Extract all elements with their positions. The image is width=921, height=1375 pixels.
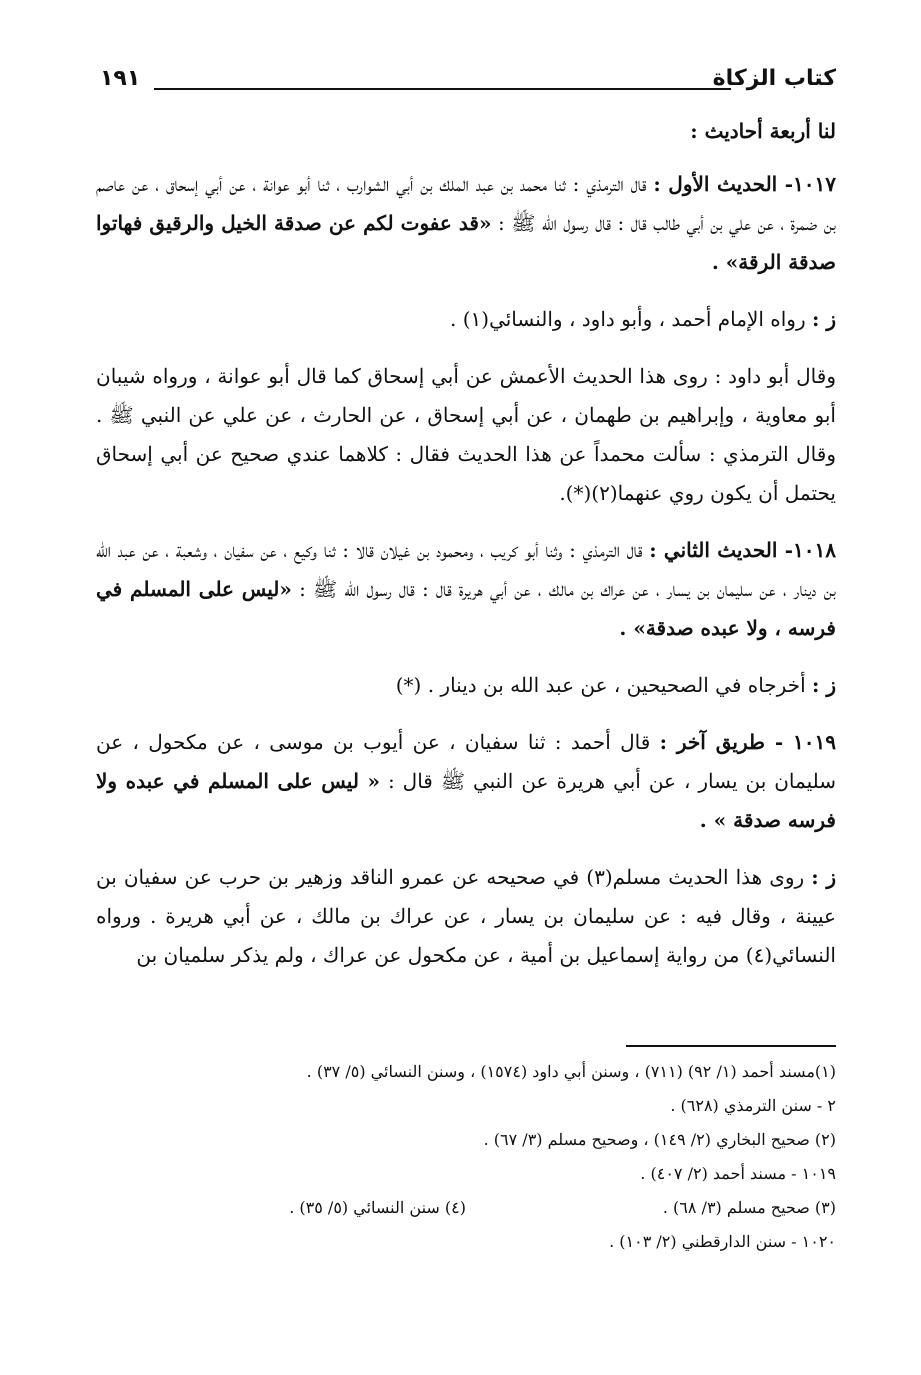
page-header: [96, 60, 836, 100]
note-paragraph: [96, 300, 836, 339]
footnotes: [96, 1045, 836, 1259]
paragraph-text: رواه الإمام أحمد ، وأبو داود ، والنسائي(١) .: [449, 307, 812, 331]
footnote: ١٠٢٠ - سنن الدارقطني (٢/ ١٠٣) .: [609, 1232, 836, 1251]
hadith-paragraph: [96, 165, 836, 282]
book-page: [96, 60, 836, 1360]
commentary-paragraph: [96, 357, 836, 513]
footnote: (٤) سنن النسائي (٥/ ٣٥) .: [289, 1198, 466, 1217]
paragraph-lead: ١٠١٨- الحديث الثاني :: [649, 538, 837, 562]
paragraph-lead: ز :: [811, 307, 836, 331]
footnote: ٢ - سنن الترمذي (٦٢٨) .: [670, 1096, 836, 1115]
footnote-rule: [626, 1045, 836, 1047]
note-paragraph: [96, 666, 836, 705]
paragraph-text: وقال أبو داود : روى هذا الحديث الأعمش عن أبي إسحاق كما قال أبو عوانة ، ورواه شيبان أبو معاوية ، وإبراهيم بن طهمان ، عن أبي إسحاق ، عن الحارث ، عن علي عن النبي ﷺ . وقال الترمذي : سألت محمداً عن هذا الحديث فقال : كلاهما عندي صحيح عن أبي إسحاق يحتمل أن يكون روي عنهما(٢)(*).: [96, 364, 836, 505]
paragraph-text: روى هذا الحديث مسلم(٣) في صحيحه عن عمرو الناقد وزهير بن حرب عن سفيان بن عيينة ، وقال فيه : عن سليمان بن يسار ، عن عراك بن مالك ، عن أبي هريرة . ورواه النسائي(٤) من رواية إسماعيل بن أمية ، عن مكحول عن عراك ، ولم يذكر سلميان بن: [96, 865, 836, 967]
paragraph-lead: ز :: [811, 673, 836, 697]
note-paragraph: [96, 858, 836, 975]
footnote: ١٠١٩ - مسند أحمد (٢/ ٤٠٧) .: [640, 1164, 836, 1183]
footnote: (٣) صحيح مسلم (٣/ ٦٨) .: [662, 1198, 836, 1217]
paragraph-lead: ١٠١٩ - طريق آخر :: [659, 730, 836, 754]
hadith-quote: «ليس على المسلم في فرسه ، ولا عبده صدقة» .: [96, 577, 836, 640]
chapter-title: كتاب الزكاة: [712, 66, 836, 91]
main-text: [96, 112, 836, 993]
paragraph-text: قال الترمذي : ثنا محمد بن عبد الملك بن أبي الشوارب ، ثنا أبو عوانة ، عن أبي إسحاق ، عن عاصم بن ضمرة ، عن علي بن أبي طالب قال : قال رسول الله ﷺ :: [96, 172, 836, 235]
hadith-paragraph: [96, 531, 836, 648]
intro-line: لنا أربعة أحاديث :: [690, 119, 836, 143]
paragraph-lead: ١٠١٧- الحديث الأول :: [653, 172, 836, 196]
hadith-paragraph: [96, 723, 836, 840]
paragraph-text: أخرجاه في الصحيحين ، عن عبد الله بن دينار . (*): [395, 673, 812, 697]
paragraph-text: قال أحمد : ثنا سفيان ، عن أيوب بن موسى ، عن مكحول ، عن سليمان بن يسار ، عن أبي هريرة عن النبي ﷺ قال :: [96, 730, 837, 793]
header-rule: [154, 88, 731, 90]
paragraph-lead: ز :: [811, 865, 836, 889]
footnote-row: [96, 1191, 836, 1225]
footnote: (١)مسند أحمد (١/ ٩٢) (٧١١) ، وسنن أبي داود (١٥٧٤) ، وسنن النسائي (٥/ ٣٧) .: [306, 1062, 836, 1081]
paragraph-text: قال الترمذي : وثنا أبو كريب ، ومحمود بن غيلان قالا : ثنا وكيع ، عن سفيان ، وشعبة ، عن عبد الله بن دينار ، عن سليمان بن يسار ، عن عراك بن مالك ، عن أبي هريرة قال : قال رسول الله ﷺ :: [96, 538, 836, 601]
hadith-quote: «قد عفوت لكم عن صدقة الخيل والرقيق فهاتوا صدقة الرقة» .: [96, 211, 836, 274]
page-number: ١٩١: [100, 66, 141, 91]
footnote: (٢) صحيح البخاري (٢/ ١٤٩) ، وصحيح مسلم (٣/ ٦٧) .: [483, 1130, 836, 1149]
hadith-quote: « ليس على المسلم في عبده ولا فرسه صدقة » .: [96, 769, 836, 832]
